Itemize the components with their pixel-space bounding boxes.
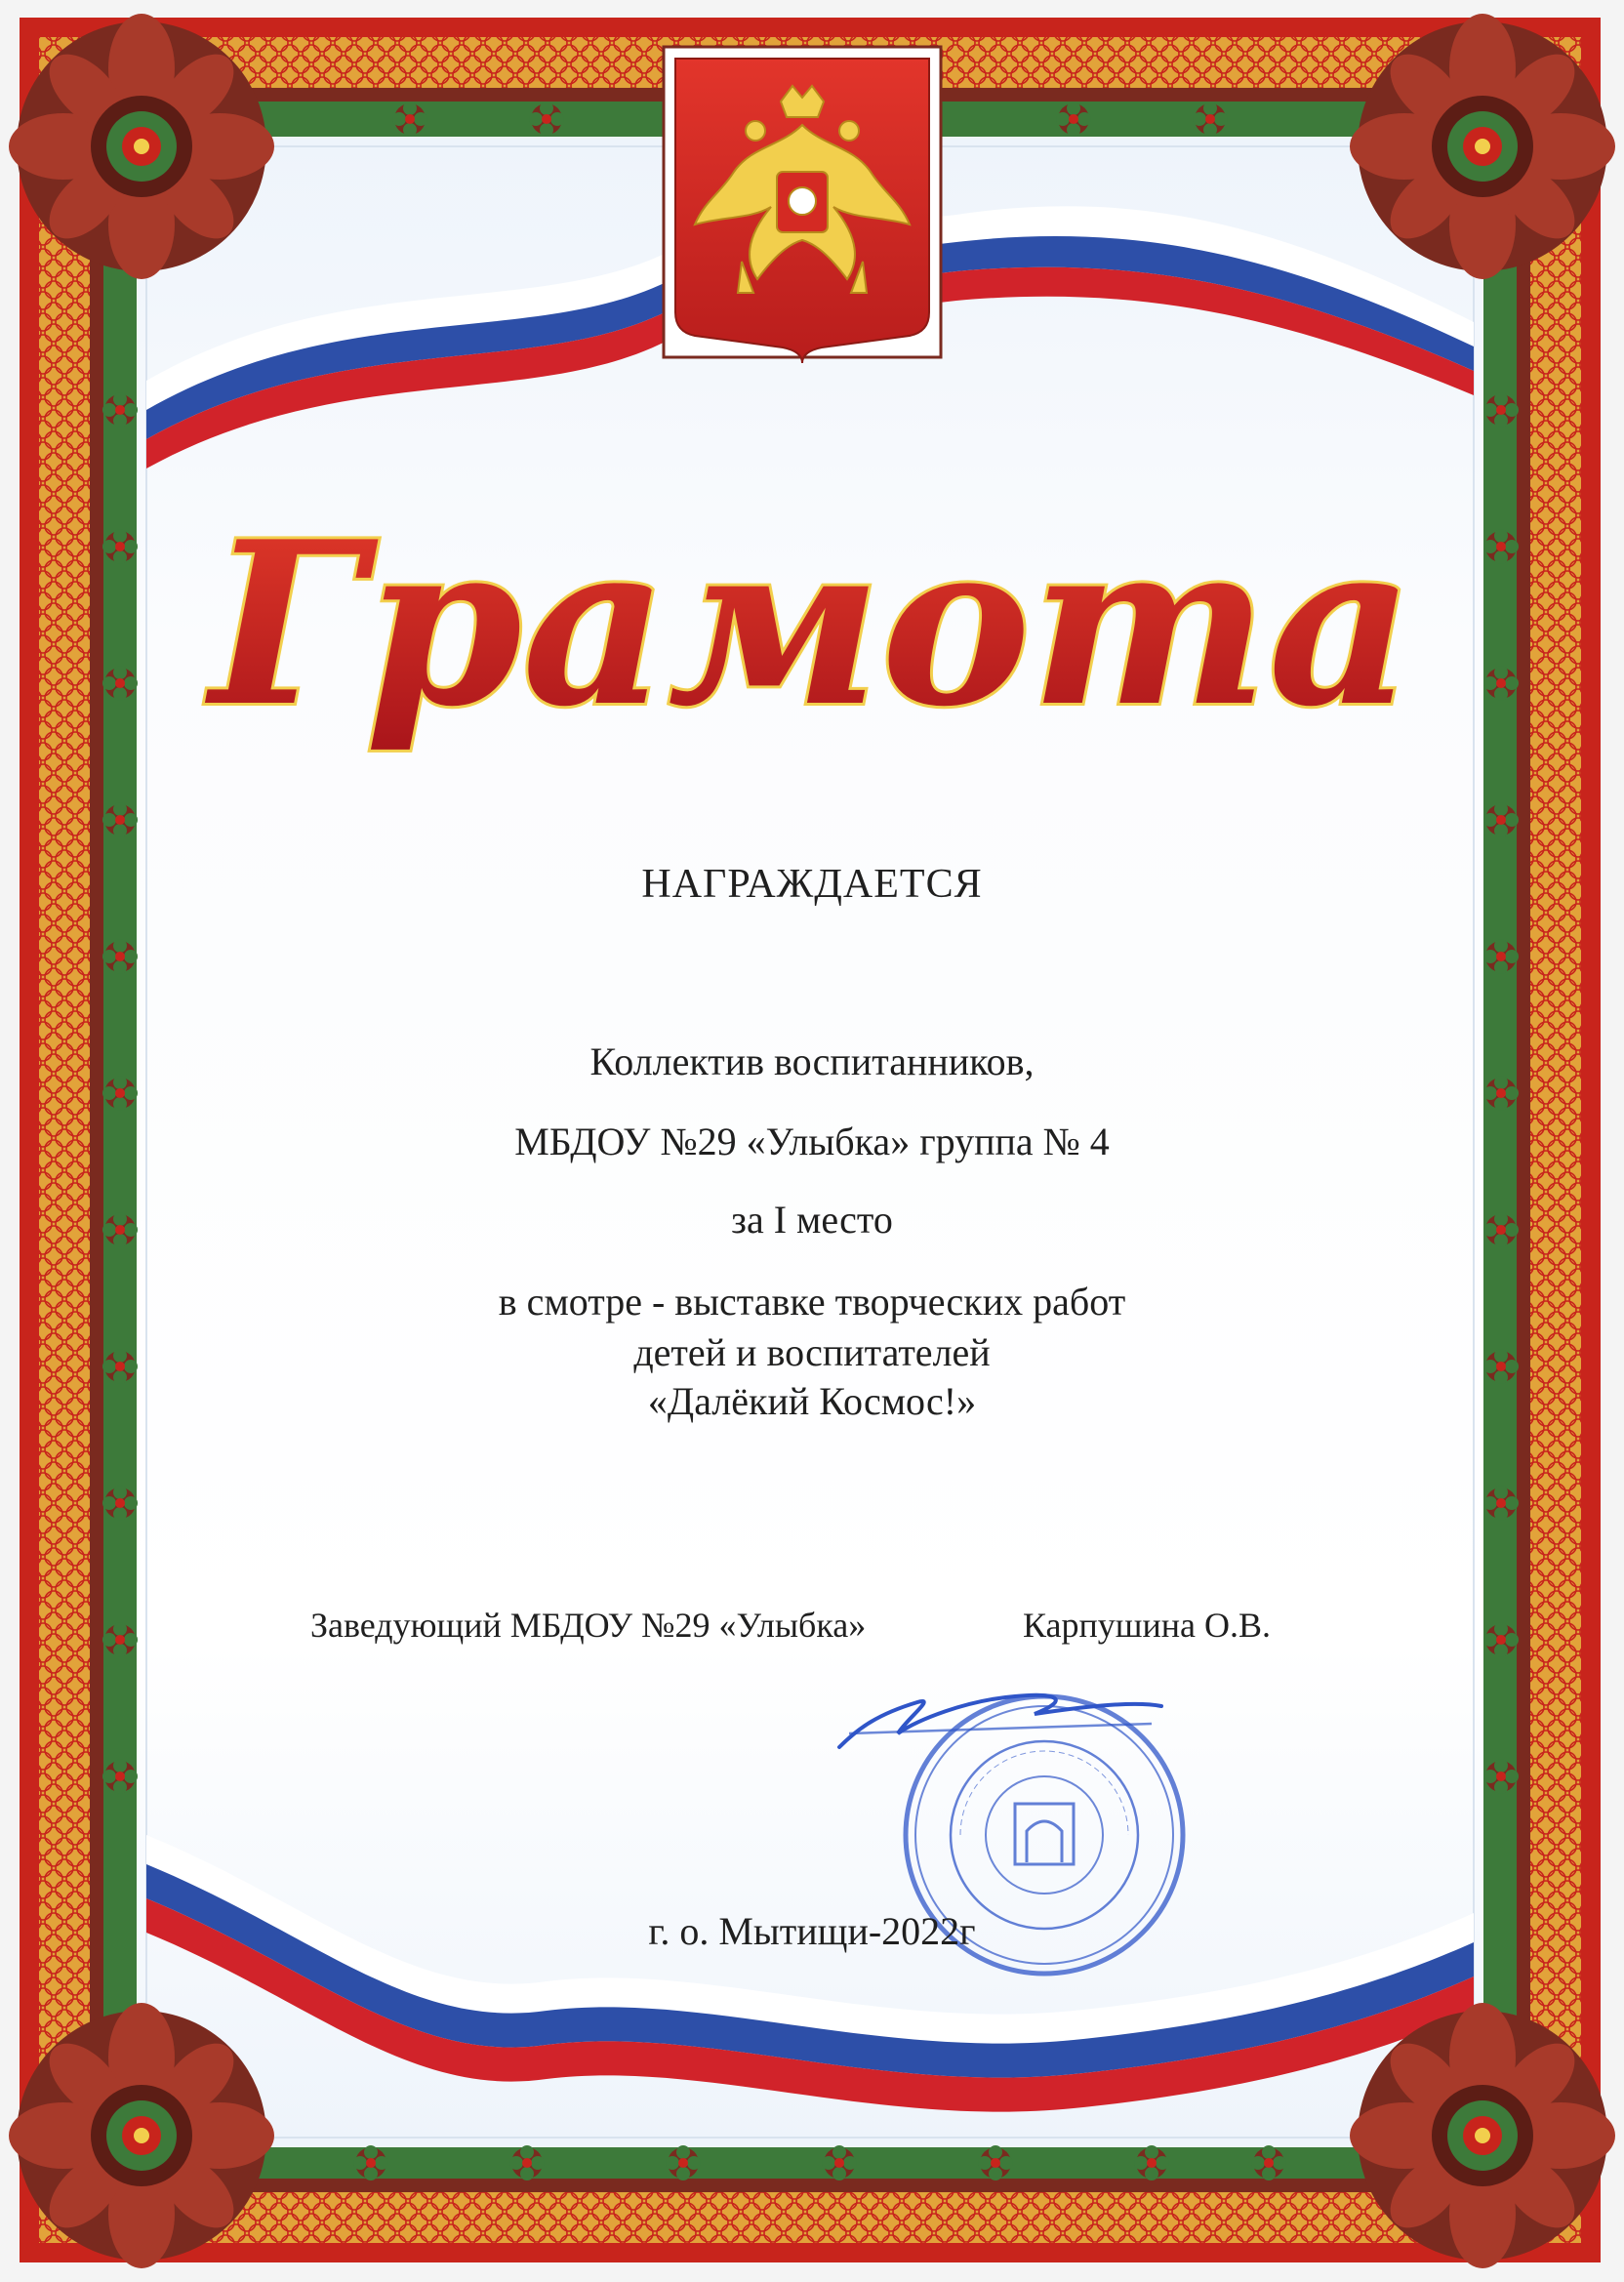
certificate-title-decor: Грамота bbox=[210, 493, 1414, 756]
signer-name: Карпушина О.В. bbox=[1023, 1606, 1272, 1645]
city-year: г. о. Мытищи-2022г bbox=[648, 1909, 976, 1953]
contest-line-1: в смотре - выставке творческих работ bbox=[498, 1280, 1126, 1324]
signer-title: Заведующий МБДОУ №29 «Улыбка» bbox=[310, 1606, 867, 1645]
place-line: за I место bbox=[731, 1198, 893, 1242]
recipient-line-1: Коллектив воспитанников, bbox=[589, 1039, 1035, 1083]
contest-line-3: «Далёкий Космос!» bbox=[647, 1379, 977, 1423]
contest-line-2: детей и воспитателей bbox=[633, 1330, 991, 1374]
awarded-heading: НАГРАЖДАЕТСЯ bbox=[641, 862, 983, 907]
recipient-line-2: МБДОУ №29 «Улыбка» группа № 4 bbox=[514, 1120, 1110, 1163]
